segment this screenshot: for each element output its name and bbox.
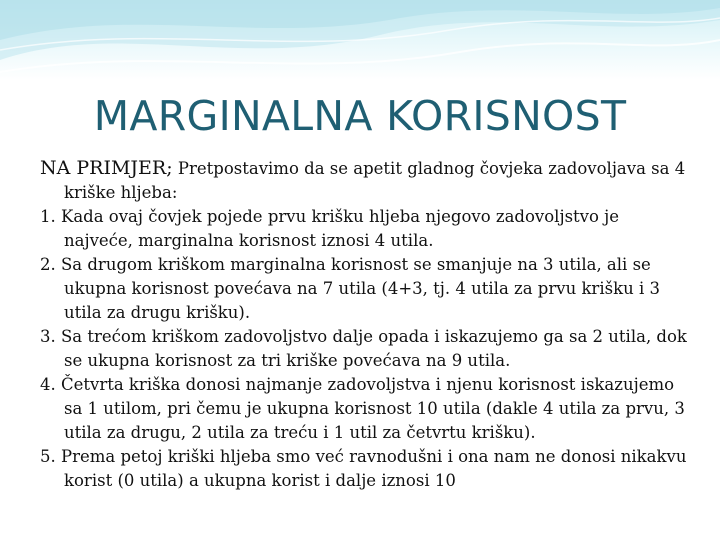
list-item: 2. Sa drugom kriškom marginalna korisnost se smanjuje na 3 utila, ali se ukupna korisnost povećava na 7 utila (4+3, tj. 4 utila za prvu krišku i 3 utila za drugu krišku). (40, 255, 660, 322)
intro-label: NA PRIMJER; (40, 157, 173, 179)
list-item: 4. Četvrta kriška donosi najmanje zadovoljstva i njenu korisnost iskazujemo sa 1 utilom, pri čemu je ukupna korisnost 10 utila (dakle 4 utila za prvu, 3 utila za drugu, 2 utila za treću i 1 util za četvrtu krišku). (40, 375, 685, 442)
slide-title: MARGINALNA KORISNOST (93, 92, 627, 140)
wave-decoration (0, 0, 720, 80)
list-item: 3. Sa trećom kriškom zadovoljstvo dalje opada i iskazujemo ga sa 2 utila, dok se ukupna korisnost za tri kriške povećava na 9 utila. (40, 327, 687, 370)
list-item: 1. Kada ovaj čovjek pojede prvu krišku hljeba njegovo zadovoljstvo je najveće, marginalna korisnost iznosi 4 utila. (40, 207, 620, 250)
list-item: 5. Prema petoj kriški hljeba smo već ravnodušni i ona nam ne donosi nikakvu korist (0 utila) a ukupna korist i dalje iznosi 10 (40, 447, 687, 490)
intro-text: Pretpostavimo da se apetit gladnog čovjeka zadovoljava sa 4 kriške hljeba: (64, 159, 686, 202)
slide-body (40, 156, 690, 493)
header-decoration (0, 0, 720, 80)
intro-paragraph (40, 156, 690, 205)
